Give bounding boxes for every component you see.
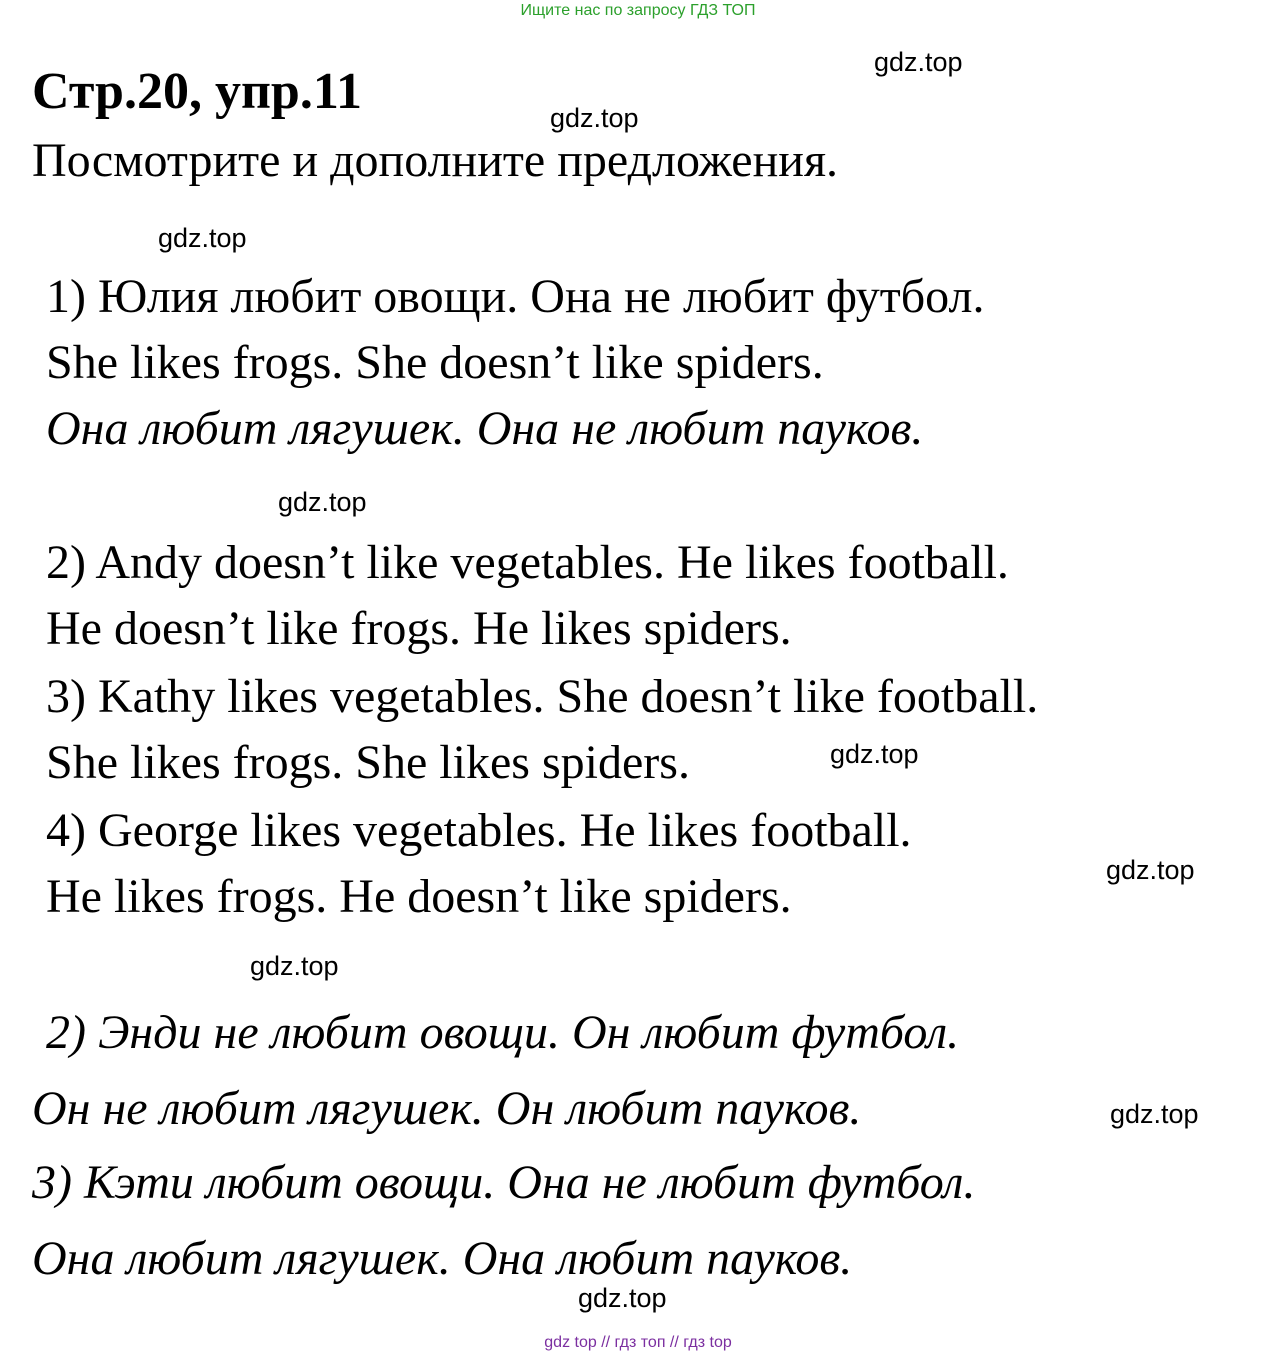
exercise-instruction: Посмотрите и дополните предложения.	[32, 134, 839, 187]
translation-line-2: 2) Энди не любит овощи. Он любит футбол.	[46, 1006, 960, 1059]
answer-line-1: 1) Юлия любит овощи. Она не любит футбол.	[46, 270, 985, 323]
watermark: gdz.top	[250, 951, 339, 981]
translation-line-1: Она любит лягушек. Она не любит пауков.	[46, 402, 924, 455]
watermark: gdz.top	[1106, 855, 1195, 885]
answer-line-7: 4) George likes vegetables. He likes football.	[46, 804, 912, 857]
answer-line-6: She likes frogs. She likes spiders.	[46, 736, 690, 789]
watermark: gdz.top	[1110, 1099, 1199, 1129]
translation-line-4: 3) Кэти любит овощи. Она не любит футбол.	[32, 1156, 976, 1209]
watermark: gdz.top	[158, 223, 247, 253]
watermark: gdz.top	[874, 47, 963, 77]
footer-links: gdz top // гдз топ // гдз top	[544, 1334, 732, 1351]
page-title: Стр.20, упр.11	[32, 63, 362, 120]
watermark: gdz.top	[550, 103, 639, 133]
watermark: gdz.top	[578, 1283, 667, 1313]
translation-line-3: Он не любит лягушек. Он любит пауков.	[32, 1082, 862, 1135]
answer-line-3: 2) Andy doesn’t like vegetables. He likes football.	[46, 536, 1009, 589]
answer-line-2: She likes frogs. She doesn’t like spiders.	[46, 336, 824, 389]
translation-line-5: Она любит лягушек. Она любит пауков.	[32, 1232, 853, 1285]
answer-line-4: He doesn’t like frogs. He likes spiders.	[46, 602, 792, 655]
answer-line-5: 3) Kathy likes vegetables. She doesn’t like football.	[46, 670, 1039, 723]
answer-line-8: He likes frogs. He doesn’t like spiders.	[46, 870, 792, 923]
watermark: gdz.top	[830, 739, 919, 769]
top-banner: Ищите нас по запросу ГДЗ ТОП	[520, 2, 756, 19]
watermark: gdz.top	[278, 487, 367, 517]
